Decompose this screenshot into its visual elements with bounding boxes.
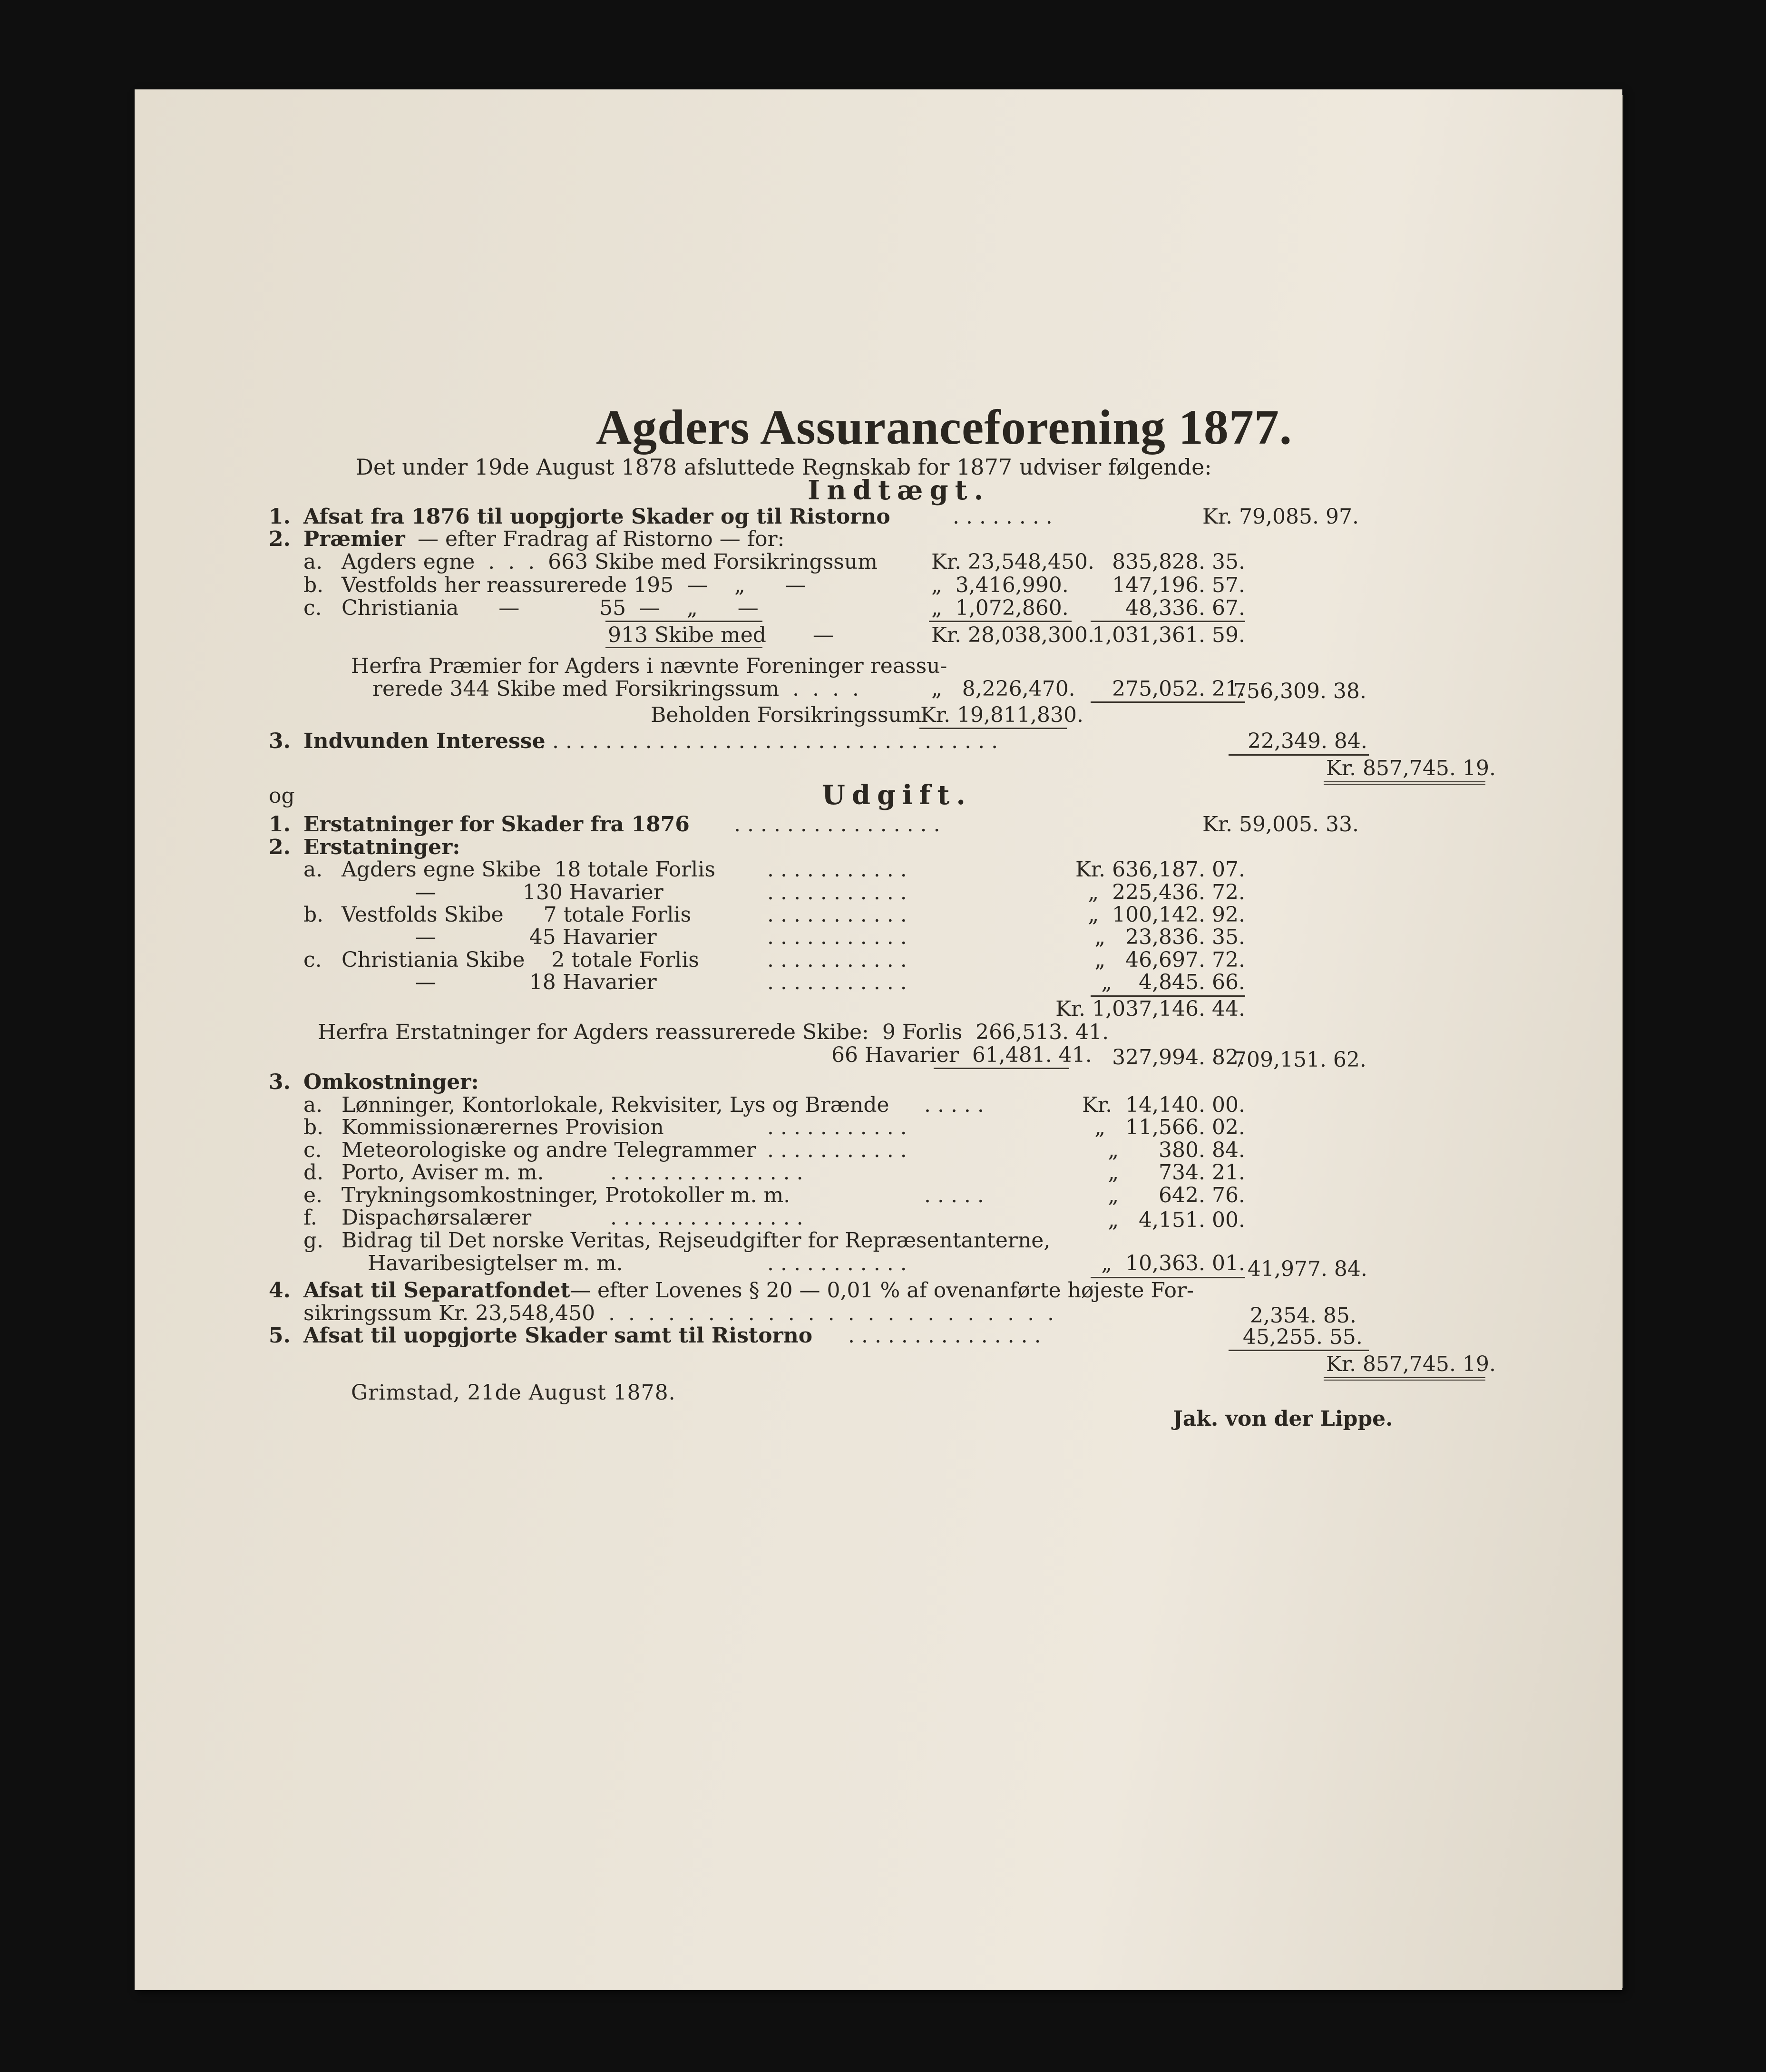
sub-text: Christiania Skibe 2 totale Forlis (341, 948, 699, 972)
double-rule (1324, 781, 1485, 785)
sub-letter: a. (303, 1093, 323, 1117)
amount: Kr. 19,811,830. (920, 703, 1083, 727)
text-line: rerede 344 Skibe med Forsikringssum . . . . (372, 677, 859, 701)
sub-letter: a. (303, 550, 323, 574)
item-text: sikringssum Kr. 23,548,450 . . . . . . . . . . . . . . . . . . . . . . . (303, 1301, 1054, 1325)
amount: 709,151. 62. (1233, 1048, 1366, 1072)
item-label: Erstatninger for Skader fra 1876 (303, 812, 690, 837)
rule (605, 647, 762, 648)
amount: 22,349. 84. (1248, 729, 1367, 753)
item-label: Indvunden Interesse (303, 729, 546, 753)
leader-dots: . . . . . . . . . . . (767, 970, 907, 994)
leader-dots: . . . . . (924, 1093, 984, 1117)
rule (1091, 621, 1245, 622)
amount: „ 4,151. 00. (1108, 1208, 1245, 1232)
sub-letter: f. (303, 1206, 317, 1230)
sub-letter: b. (303, 903, 324, 927)
document-page (135, 89, 1622, 1990)
text-line: 66 Havarier 61,481. 41. (831, 1043, 1092, 1067)
item-text: — efter Fradrag af Ristorno — for: (418, 527, 785, 551)
item-number: 2. (269, 527, 291, 551)
sub-letter: g. (303, 1228, 324, 1253)
leader-dots: . . . . . . . . . . . . . . . (848, 1323, 1041, 1348)
amount: 41,977. 84. (1248, 1257, 1367, 1281)
leader-dots: . . . . . . . . . . . (767, 1251, 907, 1275)
document-subtitle: Det under 19de August 1878 afsluttede Regnskab for 1877 udviser følgende: (356, 454, 1212, 480)
sub-text: Christiania — 55 — „ — (341, 596, 759, 620)
item-number: 3. (269, 1070, 291, 1094)
amount: Kr. 636,187. 07. (1075, 857, 1245, 882)
amount: „ 4,845. 66. (1101, 970, 1245, 994)
item-number: 5. (269, 1323, 291, 1348)
leader-dots: . . . . . . . . . . . (767, 1115, 907, 1139)
leader-dots: . . . . . . . . (953, 505, 1053, 529)
item-label: Afsat til Separatfondet (303, 1278, 570, 1303)
amount: „ 3,416,990. (931, 573, 1069, 597)
amount: „ 46,697. 72. (1094, 948, 1245, 972)
item-number: 3. (269, 729, 291, 753)
rule (605, 621, 762, 622)
amount: Kr. 14,140. 00. (1082, 1093, 1245, 1117)
text-line: Herfra Præmier for Agders i nævnte Foreninger reassu- (351, 654, 947, 678)
amount: „ 10,363. 01. (1101, 1251, 1245, 1275)
sub-letter: c. (303, 596, 322, 620)
amount: „ 23,836. 35. (1094, 925, 1245, 949)
section-heading-udgift: Udgift. (822, 779, 972, 811)
sub-text: Agders egne . . . 663 Skibe med Forsikringssum (341, 550, 878, 574)
amount: „ 734. 21. (1108, 1160, 1245, 1185)
leader-dots: . . . . . . . . . . . (767, 880, 907, 905)
sub-text: Bidrag til Det norske Veritas, Rejseudgifter for Repræsentanterne, (341, 1228, 1051, 1253)
amount: 48,336. 67. (1125, 596, 1245, 620)
amount: 45,255. 55. (1243, 1325, 1363, 1349)
subtotal-text: 913 Skibe med — (608, 623, 834, 647)
amount: „ 11,566. 02. (1094, 1115, 1245, 1139)
leader-dots: . . . . . . . . . . . . . . . . (734, 812, 940, 837)
sub-letter: a. (303, 857, 323, 882)
leader-dots: . . . . . . . . . . . . . . . . . . . . . . . . . . . . . . . . . . . (539, 729, 998, 753)
leader-dots: . . . . . . . . . . . (767, 925, 907, 949)
amount: Kr. 59,005. 33. (1202, 812, 1359, 837)
rule (934, 1068, 1069, 1069)
total-amount: Kr. 857,745. 19. (1326, 756, 1496, 780)
item-label: Omkostninger: (303, 1070, 479, 1094)
amount: „ 100,142. 92. (1088, 903, 1245, 927)
sub-text: — 45 Havarier (415, 925, 657, 949)
sub-letter: b. (303, 1115, 324, 1139)
sub-text: Trykningsomkostninger, Protokoller m. m. (341, 1183, 790, 1207)
leader-dots: . . . . . . . . . . . (767, 857, 907, 882)
item-label: Afsat fra 1876 til uopgjorte Skader og til Ristorno (303, 505, 890, 529)
og-text: og (269, 784, 295, 808)
text-line: Herfra Erstatninger for Agders reassurerede Skibe: 9 Forlis 266,513. 41. (318, 1020, 1109, 1044)
amount: 275,052. 21. (1112, 677, 1245, 701)
sub-text: — 130 Havarier (415, 880, 663, 905)
amount: „ 225,436. 72. (1088, 880, 1245, 905)
sub-text: Agders egne Skibe 18 totale Forlis (341, 857, 715, 882)
amount: 835,828. 35. (1112, 550, 1245, 574)
sub-text: Kommissionærernes Provision (341, 1115, 664, 1139)
amount: „ 380. 84. (1108, 1138, 1245, 1162)
sub-text: — 18 Havarier (415, 970, 657, 994)
sub-letter: c. (303, 948, 322, 972)
text-line: Beholden Forsikringssum (651, 703, 922, 727)
item-number: 1. (269, 505, 291, 529)
sub-text: Dispachørsalærer (341, 1206, 532, 1230)
rule (1091, 701, 1245, 703)
leader-dots: . . . . . . . . . . . (767, 948, 907, 972)
leader-dots: . . . . . . . . . . . (767, 903, 907, 927)
item-label: Afsat til uopgjorte Skader samt til Ristorno (303, 1323, 813, 1348)
amount: Kr. 23,548,450. (931, 550, 1094, 574)
item-label: Erstatninger: (303, 835, 460, 859)
amount: 2,354. 85. (1250, 1304, 1356, 1328)
amount: 147,196. 57. (1112, 573, 1245, 597)
sub-text: Vestfolds her reassurerede 195 — „ — (341, 573, 806, 597)
document-title: Agders Assuranceforening 1877. (596, 400, 1292, 455)
sub-letter: b. (303, 573, 324, 597)
rule (1229, 1350, 1369, 1351)
amount: „ 8,226,470. (931, 677, 1075, 701)
double-rule (1324, 1377, 1485, 1381)
sub-text: Havaribesigtelser m. m. (368, 1251, 623, 1275)
rule (929, 621, 1072, 622)
leader-dots: . . . . . . . . . . . . . . . (610, 1160, 803, 1185)
amount: Kr. 79,085. 97. (1202, 505, 1359, 529)
rule (1229, 754, 1369, 756)
place-date: Grimstad, 21de August 1878. (351, 1381, 676, 1405)
sub-text: Lønninger, Kontorlokale, Rekvisiter, Lys og Brænde (341, 1093, 889, 1117)
sub-letter: d. (303, 1160, 324, 1185)
sub-text: Vestfolds Skibe 7 totale Forlis (341, 903, 692, 927)
leader-dots: . . . . . . . . . . . . . . . (610, 1206, 803, 1230)
sub-letter: e. (303, 1183, 323, 1207)
section-heading-indtaegt: Indtægt. (808, 475, 990, 506)
leader-dots: . . . . . (924, 1183, 984, 1207)
signature: Jak. von der Lippe. (1173, 1407, 1393, 1431)
amount: 1,031,361. 59. (1092, 623, 1245, 647)
item-number: 2. (269, 835, 291, 859)
sub-text: Meteorologiske og andre Telegrammer (341, 1138, 756, 1162)
subtotal-amount: Kr. 1,037,146. 44. (1055, 997, 1245, 1021)
leader-dots: . . . . . . . . . . . (767, 1138, 907, 1162)
sub-text: Porto, Aviser m. m. (341, 1160, 544, 1185)
item-text: — efter Lovenes § 20 — 0,01 % af ovenanførte højeste For- (570, 1278, 1194, 1303)
amount: „ 642. 76. (1108, 1183, 1245, 1207)
amount: 327,994. 82. (1112, 1045, 1245, 1070)
item-label: Præmier (303, 527, 405, 551)
item-number: 1. (269, 812, 291, 837)
amount: Kr. 28,038,300. (931, 623, 1094, 647)
item-number: 4. (269, 1278, 291, 1303)
sub-letter: c. (303, 1138, 322, 1162)
total-amount: Kr. 857,745. 19. (1326, 1352, 1496, 1376)
amount: 756,309. 38. (1233, 679, 1366, 703)
amount: „ 1,072,860. (931, 596, 1069, 620)
